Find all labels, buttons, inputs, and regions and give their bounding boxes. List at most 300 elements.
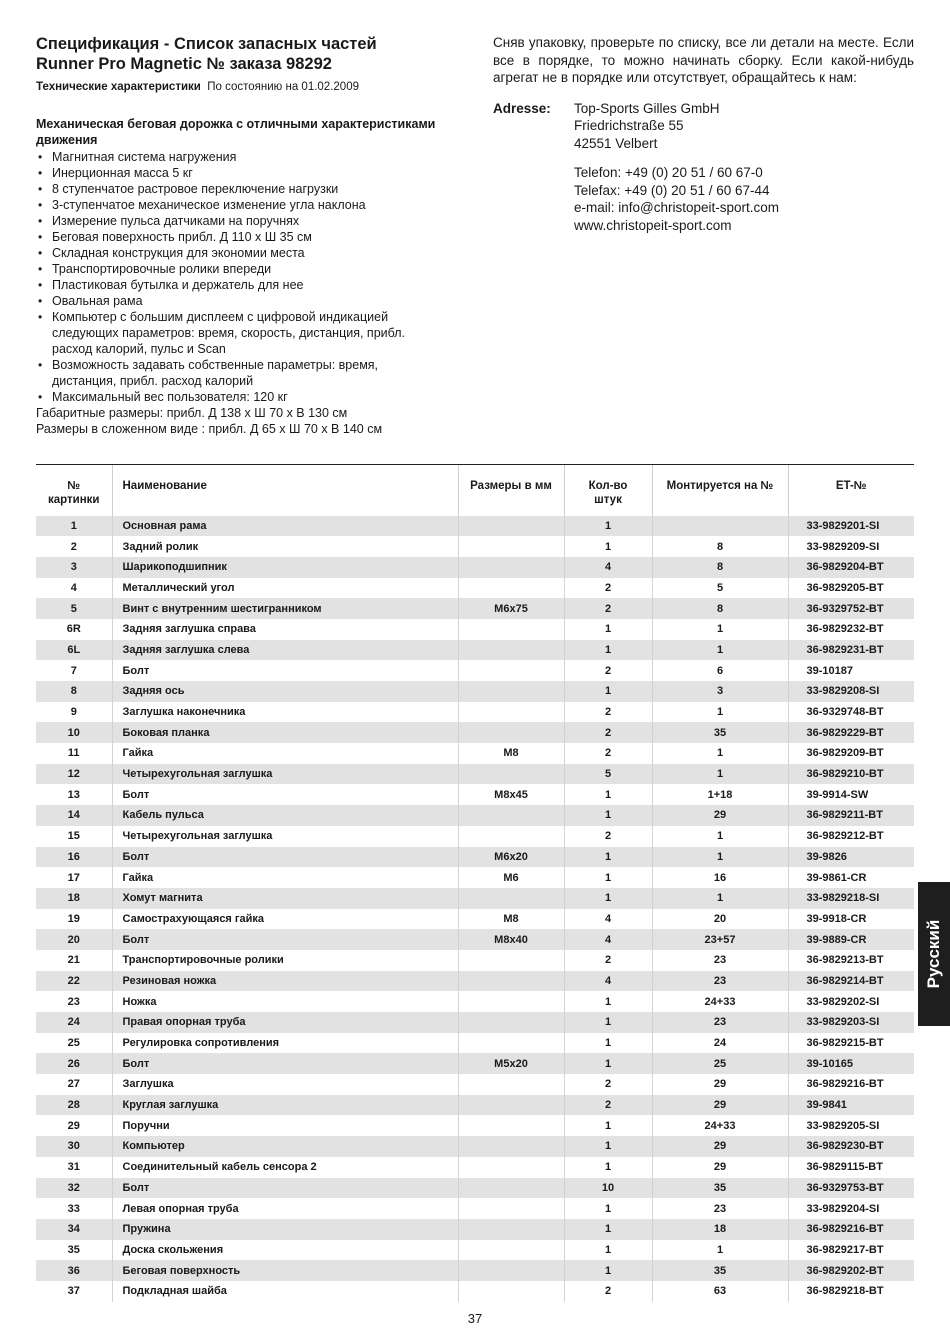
cell-qty: 1 xyxy=(564,1198,652,1219)
cell-qty: 1 xyxy=(564,1136,652,1157)
table-row xyxy=(36,1240,914,1261)
cell-qty: 2 xyxy=(564,826,652,847)
cell-name: Заглушка наконечника xyxy=(112,702,458,723)
feature-item: • Овальная рама xyxy=(36,293,436,309)
cell-number: 36 xyxy=(36,1260,112,1281)
cell-qty: 1 xyxy=(564,847,652,868)
cell-et: 33-9829201-SI xyxy=(788,516,914,537)
cell-size: M8x45 xyxy=(458,784,564,805)
cell-name: Самострахующаяся гайка xyxy=(112,909,458,930)
cell-size xyxy=(458,1219,564,1240)
cell-size xyxy=(458,702,564,723)
cell-size xyxy=(458,950,564,971)
cell-number: 17 xyxy=(36,867,112,888)
cell-et: 36-9829204-BT xyxy=(788,557,914,578)
cell-size: M8 xyxy=(458,743,564,764)
cell-size xyxy=(458,660,564,681)
col-header-et: ET-№ xyxy=(788,465,914,516)
cell-size xyxy=(458,805,564,826)
cell-number: 25 xyxy=(36,1033,112,1054)
cell-mounted: 8 xyxy=(652,557,788,578)
cell-number: 4 xyxy=(36,578,112,599)
cell-number: 1 xyxy=(36,516,112,537)
cell-name: Доска скольжения xyxy=(112,1240,458,1261)
cell-qty: 1 xyxy=(564,536,652,557)
cell-et: 33-9829202-SI xyxy=(788,991,914,1012)
cell-number: 33 xyxy=(36,1198,112,1219)
dimensions: Габаритные размеры: прибл. Д 138 х Ш 70 х В 130 см xyxy=(36,406,348,420)
cell-mounted xyxy=(652,516,788,537)
cell-qty: 1 xyxy=(564,784,652,805)
table-header-row xyxy=(36,465,914,516)
cell-qty: 1 xyxy=(564,516,652,537)
cell-name: Подкладная шайба xyxy=(112,1281,458,1302)
table-row xyxy=(36,867,914,888)
cell-name: Четырехугольная заглушка xyxy=(112,826,458,847)
cell-qty: 4 xyxy=(564,971,652,992)
cell-number: 37 xyxy=(36,1281,112,1302)
cell-size xyxy=(458,1115,564,1136)
cell-number: 6R xyxy=(36,619,112,640)
cell-number: 31 xyxy=(36,1157,112,1178)
cell-number: 12 xyxy=(36,764,112,785)
cell-et: 36-9829209-BT xyxy=(788,743,914,764)
cell-et: 36-9829205-BT xyxy=(788,578,914,599)
table-row xyxy=(36,578,914,599)
cell-name: Соединительный кабель сенсора 2 xyxy=(112,1157,458,1178)
cell-et: 36-9829217-BT xyxy=(788,1240,914,1261)
cell-mounted: 25 xyxy=(652,1053,788,1074)
cell-mounted: 35 xyxy=(652,1178,788,1199)
cell-mounted: 23 xyxy=(652,1012,788,1033)
cell-et: 36-9829230-BT xyxy=(788,1136,914,1157)
cell-et: 33-9829218-SI xyxy=(788,888,914,909)
cell-mounted: 29 xyxy=(652,1157,788,1178)
cell-name: Задняя заглушка слева xyxy=(112,640,458,661)
cell-size xyxy=(458,722,564,743)
cell-size xyxy=(458,516,564,537)
cell-size xyxy=(458,764,564,785)
cell-number: 35 xyxy=(36,1240,112,1261)
cell-mounted: 8 xyxy=(652,536,788,557)
language-tab xyxy=(918,882,950,1026)
table-row xyxy=(36,681,914,702)
cell-size xyxy=(458,1240,564,1261)
cell-name: Болт xyxy=(112,929,458,950)
cell-name: Беговая поверхность xyxy=(112,1260,458,1281)
cell-number: 21 xyxy=(36,950,112,971)
cell-name: Задняя заглушка справа xyxy=(112,619,458,640)
cell-name: Ножка xyxy=(112,991,458,1012)
cell-et: 33-9829209-SI xyxy=(788,536,914,557)
feature-item: • Компьютер с большим дисплеем с цифровой индикацией следующих параметров: время, скорость, дистанция, прибл. расход калорий, пульс и Scan xyxy=(36,309,436,357)
folded-dimensions: Размеры в сложенном виде : прибл. Д 65 х Ш 70 х В 140 см xyxy=(36,422,383,436)
feature-item: • Инерционная масса 5 кг xyxy=(36,165,436,181)
table-row xyxy=(36,1115,914,1136)
cell-number: 8 xyxy=(36,681,112,702)
cell-size xyxy=(458,1157,564,1178)
feature-list xyxy=(36,149,436,405)
cell-name: Заглушка xyxy=(112,1074,458,1095)
cell-mounted: 63 xyxy=(652,1281,788,1302)
cell-name: Болт xyxy=(112,784,458,805)
cell-mounted: 23 xyxy=(652,950,788,971)
table-row xyxy=(36,991,914,1012)
cell-mounted: 1 xyxy=(652,1240,788,1261)
cell-qty: 5 xyxy=(564,764,652,785)
cell-number: 18 xyxy=(36,888,112,909)
cell-name: Задний ролик xyxy=(112,536,458,557)
cell-qty: 1 xyxy=(564,888,652,909)
cell-mounted: 23+57 xyxy=(652,929,788,950)
language-label: Русский xyxy=(924,919,943,989)
cell-mounted: 35 xyxy=(652,1260,788,1281)
table-row xyxy=(36,1219,914,1240)
cell-size xyxy=(458,681,564,702)
feature-item: • 8 ступенчатое растровое переключение нагрузки xyxy=(36,181,436,197)
cell-number: 30 xyxy=(36,1136,112,1157)
cell-et: 36-9829211-BT xyxy=(788,805,914,826)
cell-name: Металлический угол xyxy=(112,578,458,599)
cell-et: 36-9829216-BT xyxy=(788,1074,914,1095)
cell-number: 26 xyxy=(36,1053,112,1074)
cell-et: 39-9889-CR xyxy=(788,929,914,950)
cell-size xyxy=(458,1198,564,1219)
cell-size xyxy=(458,536,564,557)
cell-mounted: 29 xyxy=(652,1074,788,1095)
table-row xyxy=(36,1281,914,1302)
col-header-qty: Кол-во штук xyxy=(564,465,652,516)
table-row xyxy=(36,743,914,764)
cell-name: Пружина xyxy=(112,1219,458,1240)
table-row xyxy=(36,619,914,640)
cell-mounted: 1+18 xyxy=(652,784,788,805)
fax: Telefax: +49 (0) 20 51 / 60 67-44 xyxy=(574,182,770,198)
company-name: Top-Sports Gilles GmbH xyxy=(574,100,720,116)
cell-qty: 4 xyxy=(564,909,652,930)
cell-size xyxy=(458,991,564,1012)
cell-number: 9 xyxy=(36,702,112,723)
cell-number: 10 xyxy=(36,722,112,743)
cell-mounted: 1 xyxy=(652,826,788,847)
table-row xyxy=(36,1074,914,1095)
cell-size: M5x20 xyxy=(458,1053,564,1074)
cell-name: Правая опорная труба xyxy=(112,1012,458,1033)
table-row xyxy=(36,1157,914,1178)
cell-qty: 4 xyxy=(564,557,652,578)
cell-et: 39-9841 xyxy=(788,1095,914,1116)
cell-et: 36-9829202-BT xyxy=(788,1260,914,1281)
cell-number: 20 xyxy=(36,929,112,950)
cell-mounted: 24 xyxy=(652,1033,788,1054)
tech-date: По состоянию на 01.02.2009 xyxy=(207,81,359,93)
cell-qty: 1 xyxy=(564,1219,652,1240)
cell-name: Регулировка сопротивления xyxy=(112,1033,458,1054)
cell-qty: 2 xyxy=(564,660,652,681)
cell-size xyxy=(458,578,564,599)
cell-number: 27 xyxy=(36,1074,112,1095)
cell-name: Хомут магнита xyxy=(112,888,458,909)
street: Friedrichstraße 55 xyxy=(574,118,684,133)
cell-qty: 1 xyxy=(564,1033,652,1054)
cell-et: 36-9829231-BT xyxy=(788,640,914,661)
cell-number: 34 xyxy=(36,1219,112,1240)
cell-et: 36-9329753-BT xyxy=(788,1178,914,1199)
cell-name: Круглая заглушка xyxy=(112,1095,458,1116)
feature-item: • Транспортировочные ролики впереди xyxy=(36,261,436,277)
cell-et: 36-9829214-BT xyxy=(788,971,914,992)
cell-size xyxy=(458,1095,564,1116)
cell-mounted: 1 xyxy=(652,743,788,764)
cell-et: 39-10187 xyxy=(788,660,914,681)
cell-number: 23 xyxy=(36,991,112,1012)
cell-et: 39-9914-SW xyxy=(788,784,914,805)
table-row xyxy=(36,1260,914,1281)
table-row xyxy=(36,764,914,785)
feature-item: • Возможность задавать собственные параметры: время, дистанция, прибл. расход калорий xyxy=(36,357,436,389)
cell-mounted: 29 xyxy=(652,805,788,826)
table-row xyxy=(36,1178,914,1199)
cell-size xyxy=(458,557,564,578)
cell-size xyxy=(458,971,564,992)
cell-mounted: 24+33 xyxy=(652,1115,788,1136)
cell-qty: 2 xyxy=(564,702,652,723)
cell-et: 36-9829115-BT xyxy=(788,1157,914,1178)
contact-section xyxy=(493,34,914,234)
cell-qty: 4 xyxy=(564,929,652,950)
address-body xyxy=(574,100,779,235)
table-row xyxy=(36,1053,914,1074)
cell-mounted: 1 xyxy=(652,619,788,640)
feature-item: • Пластиковая бутылка и держатель для нее xyxy=(36,277,436,293)
cell-et: 39-9826 xyxy=(788,847,914,868)
city: 42551 Velbert xyxy=(574,135,658,151)
cell-mounted: 24+33 xyxy=(652,991,788,1012)
col-header-mounted: Монтируется на № xyxy=(652,465,788,516)
cell-size xyxy=(458,619,564,640)
cell-number: 3 xyxy=(36,557,112,578)
cell-et: 36-9829216-BT xyxy=(788,1219,914,1240)
cell-mounted: 20 xyxy=(652,909,788,930)
tech-line xyxy=(36,80,436,94)
table-row xyxy=(36,805,914,826)
table-row xyxy=(36,950,914,971)
cell-et: 36-9829232-BT xyxy=(788,619,914,640)
email: e-mail: info@christopeit-sport.com xyxy=(574,200,780,215)
cell-mounted: 29 xyxy=(652,1095,788,1116)
cell-et: 36-9829218-BT xyxy=(788,1281,914,1302)
cell-mounted: 1 xyxy=(652,764,788,785)
cell-qty: 1 xyxy=(564,681,652,702)
product-subtitle: Механическая беговая дорожка с отличными характеристиками движения xyxy=(36,117,436,147)
table-row xyxy=(36,784,914,805)
table-row xyxy=(36,640,914,661)
cell-mounted: 23 xyxy=(652,971,788,992)
cell-size: M8 xyxy=(458,909,564,930)
cell-mounted: 18 xyxy=(652,1219,788,1240)
cell-qty: 1 xyxy=(564,1260,652,1281)
table-row xyxy=(36,1198,914,1219)
cell-et: 39-9861-CR xyxy=(788,867,914,888)
cell-name: Болт xyxy=(112,660,458,681)
cell-qty: 1 xyxy=(564,1115,652,1136)
feature-item: • 3-ступенчатое механическое изменение угла наклона xyxy=(36,197,436,213)
cell-et: 33-9829204-SI xyxy=(788,1198,914,1219)
table-row xyxy=(36,1033,914,1054)
col-header-name: Наименование xyxy=(112,465,458,516)
cell-et: 36-9829213-BT xyxy=(788,950,914,971)
cell-qty: 10 xyxy=(564,1178,652,1199)
cell-number: 19 xyxy=(36,909,112,930)
cell-number: 15 xyxy=(36,826,112,847)
cell-number: 28 xyxy=(36,1095,112,1116)
cell-size xyxy=(458,826,564,847)
table-row xyxy=(36,826,914,847)
page-title xyxy=(36,34,436,74)
phone: Telefon: +49 (0) 20 51 / 60 67-0 xyxy=(574,165,763,180)
cell-name: Гайка xyxy=(112,867,458,888)
cell-name: Компьютер xyxy=(112,1136,458,1157)
cell-size xyxy=(458,1260,564,1281)
cell-qty: 1 xyxy=(564,867,652,888)
cell-name: Четырехугольная заглушка xyxy=(112,764,458,785)
unpacking-intro: Сняв упаковку, проверьте по списку, все ли детали на месте. Если все в порядке, то можно начинать сборку. Если какой-нибудь агрегат не в порядке или отсутствует, обращайтесь к нам: xyxy=(493,35,914,85)
cell-qty: 2 xyxy=(564,743,652,764)
cell-qty: 2 xyxy=(564,1074,652,1095)
cell-qty: 1 xyxy=(564,1012,652,1033)
cell-et: 33-9829208-SI xyxy=(788,681,914,702)
spec-section xyxy=(36,34,436,437)
cell-number: 22 xyxy=(36,971,112,992)
cell-qty: 2 xyxy=(564,598,652,619)
table-row xyxy=(36,598,914,619)
table-row xyxy=(36,516,914,537)
cell-et: 36-9829229-BT xyxy=(788,722,914,743)
cell-qty: 1 xyxy=(564,619,652,640)
cell-size: M6x75 xyxy=(458,598,564,619)
table-row xyxy=(36,929,914,950)
feature-item: • Магнитная система нагружения xyxy=(36,149,436,165)
cell-mounted: 29 xyxy=(652,1136,788,1157)
cell-qty: 2 xyxy=(564,1281,652,1302)
table-row xyxy=(36,536,914,557)
cell-et: 36-9829212-BT xyxy=(788,826,914,847)
cell-name: Резиновая ножка xyxy=(112,971,458,992)
cell-mounted: 5 xyxy=(652,578,788,599)
cell-name: Задняя ось xyxy=(112,681,458,702)
cell-qty: 2 xyxy=(564,1095,652,1116)
cell-name: Гайка xyxy=(112,743,458,764)
cell-number: 6L xyxy=(36,640,112,661)
page-number: 37 xyxy=(467,1311,483,1326)
table-row xyxy=(36,1136,914,1157)
feature-item: • Максимальный вес пользователя: 120 кг xyxy=(36,389,436,405)
table-row xyxy=(36,971,914,992)
address-block xyxy=(493,100,914,235)
cell-size: M6x20 xyxy=(458,847,564,868)
title-line-2: Runner Pro Magnetic № заказа 98292 xyxy=(36,55,332,73)
cell-size xyxy=(458,888,564,909)
cell-name: Транспортировочные ролики xyxy=(112,950,458,971)
cell-et: 36-9329748-BT xyxy=(788,702,914,723)
parts-table xyxy=(36,464,914,1302)
cell-number: 5 xyxy=(36,598,112,619)
table-row xyxy=(36,722,914,743)
feature-item: • Беговая поверхность прибл. Д 110 х Ш 35 см xyxy=(36,229,436,245)
feature-item: • Измерение пульса датчиками на поручнях xyxy=(36,213,436,229)
cell-mounted: 16 xyxy=(652,867,788,888)
cell-number: 16 xyxy=(36,847,112,868)
cell-number: 2 xyxy=(36,536,112,557)
cell-mounted: 1 xyxy=(652,640,788,661)
table-row xyxy=(36,702,914,723)
cell-name: Левая опорная труба xyxy=(112,1198,458,1219)
table-row xyxy=(36,557,914,578)
cell-size xyxy=(458,1136,564,1157)
cell-name: Шарикоподшипник xyxy=(112,557,458,578)
cell-et: 39-9918-CR xyxy=(788,909,914,930)
cell-size xyxy=(458,640,564,661)
parts-table-body xyxy=(36,516,914,1302)
cell-size xyxy=(458,1074,564,1095)
title-line-1: Спецификация - Список запасных частей xyxy=(36,35,377,53)
cell-size: M6 xyxy=(458,867,564,888)
cell-et: 36-9829210-BT xyxy=(788,764,914,785)
cell-mounted: 3 xyxy=(652,681,788,702)
cell-size xyxy=(458,1178,564,1199)
cell-qty: 2 xyxy=(564,578,652,599)
cell-qty: 1 xyxy=(564,1053,652,1074)
table-row xyxy=(36,660,914,681)
cell-et: 33-9829203-SI xyxy=(788,1012,914,1033)
table-row xyxy=(36,888,914,909)
cell-size xyxy=(458,1012,564,1033)
col-header-size: Размеры в мм xyxy=(458,465,564,516)
cell-mounted: 23 xyxy=(652,1198,788,1219)
table-row xyxy=(36,1012,914,1033)
table-row xyxy=(36,1095,914,1116)
cell-mounted: 35 xyxy=(652,722,788,743)
feature-item: • Складная конструкция для экономии места xyxy=(36,245,436,261)
cell-qty: 1 xyxy=(564,1240,652,1261)
address-label: Adresse: xyxy=(493,100,551,116)
cell-qty: 1 xyxy=(564,1157,652,1178)
cell-mounted: 6 xyxy=(652,660,788,681)
cell-name: Кабель пульса xyxy=(112,805,458,826)
cell-mounted: 1 xyxy=(652,702,788,723)
cell-number: 11 xyxy=(36,743,112,764)
cell-qty: 1 xyxy=(564,640,652,661)
cell-qty: 1 xyxy=(564,991,652,1012)
cell-qty: 2 xyxy=(564,950,652,971)
website: www.christopeit-sport.com xyxy=(574,217,732,233)
cell-qty: 2 xyxy=(564,722,652,743)
cell-et: 36-9329752-BT xyxy=(788,598,914,619)
cell-name: Поручни xyxy=(112,1115,458,1136)
cell-size: M8x40 xyxy=(458,929,564,950)
cell-number: 14 xyxy=(36,805,112,826)
cell-qty: 1 xyxy=(564,805,652,826)
cell-number: 32 xyxy=(36,1178,112,1199)
col-header-number: № картинки xyxy=(36,465,112,516)
cell-number: 13 xyxy=(36,784,112,805)
cell-name: Болт xyxy=(112,1178,458,1199)
cell-mounted: 1 xyxy=(652,847,788,868)
cell-name: Основная рама xyxy=(112,516,458,537)
cell-et: 39-10165 xyxy=(788,1053,914,1074)
cell-mounted: 1 xyxy=(652,888,788,909)
cell-et: 36-9829215-BT xyxy=(788,1033,914,1054)
